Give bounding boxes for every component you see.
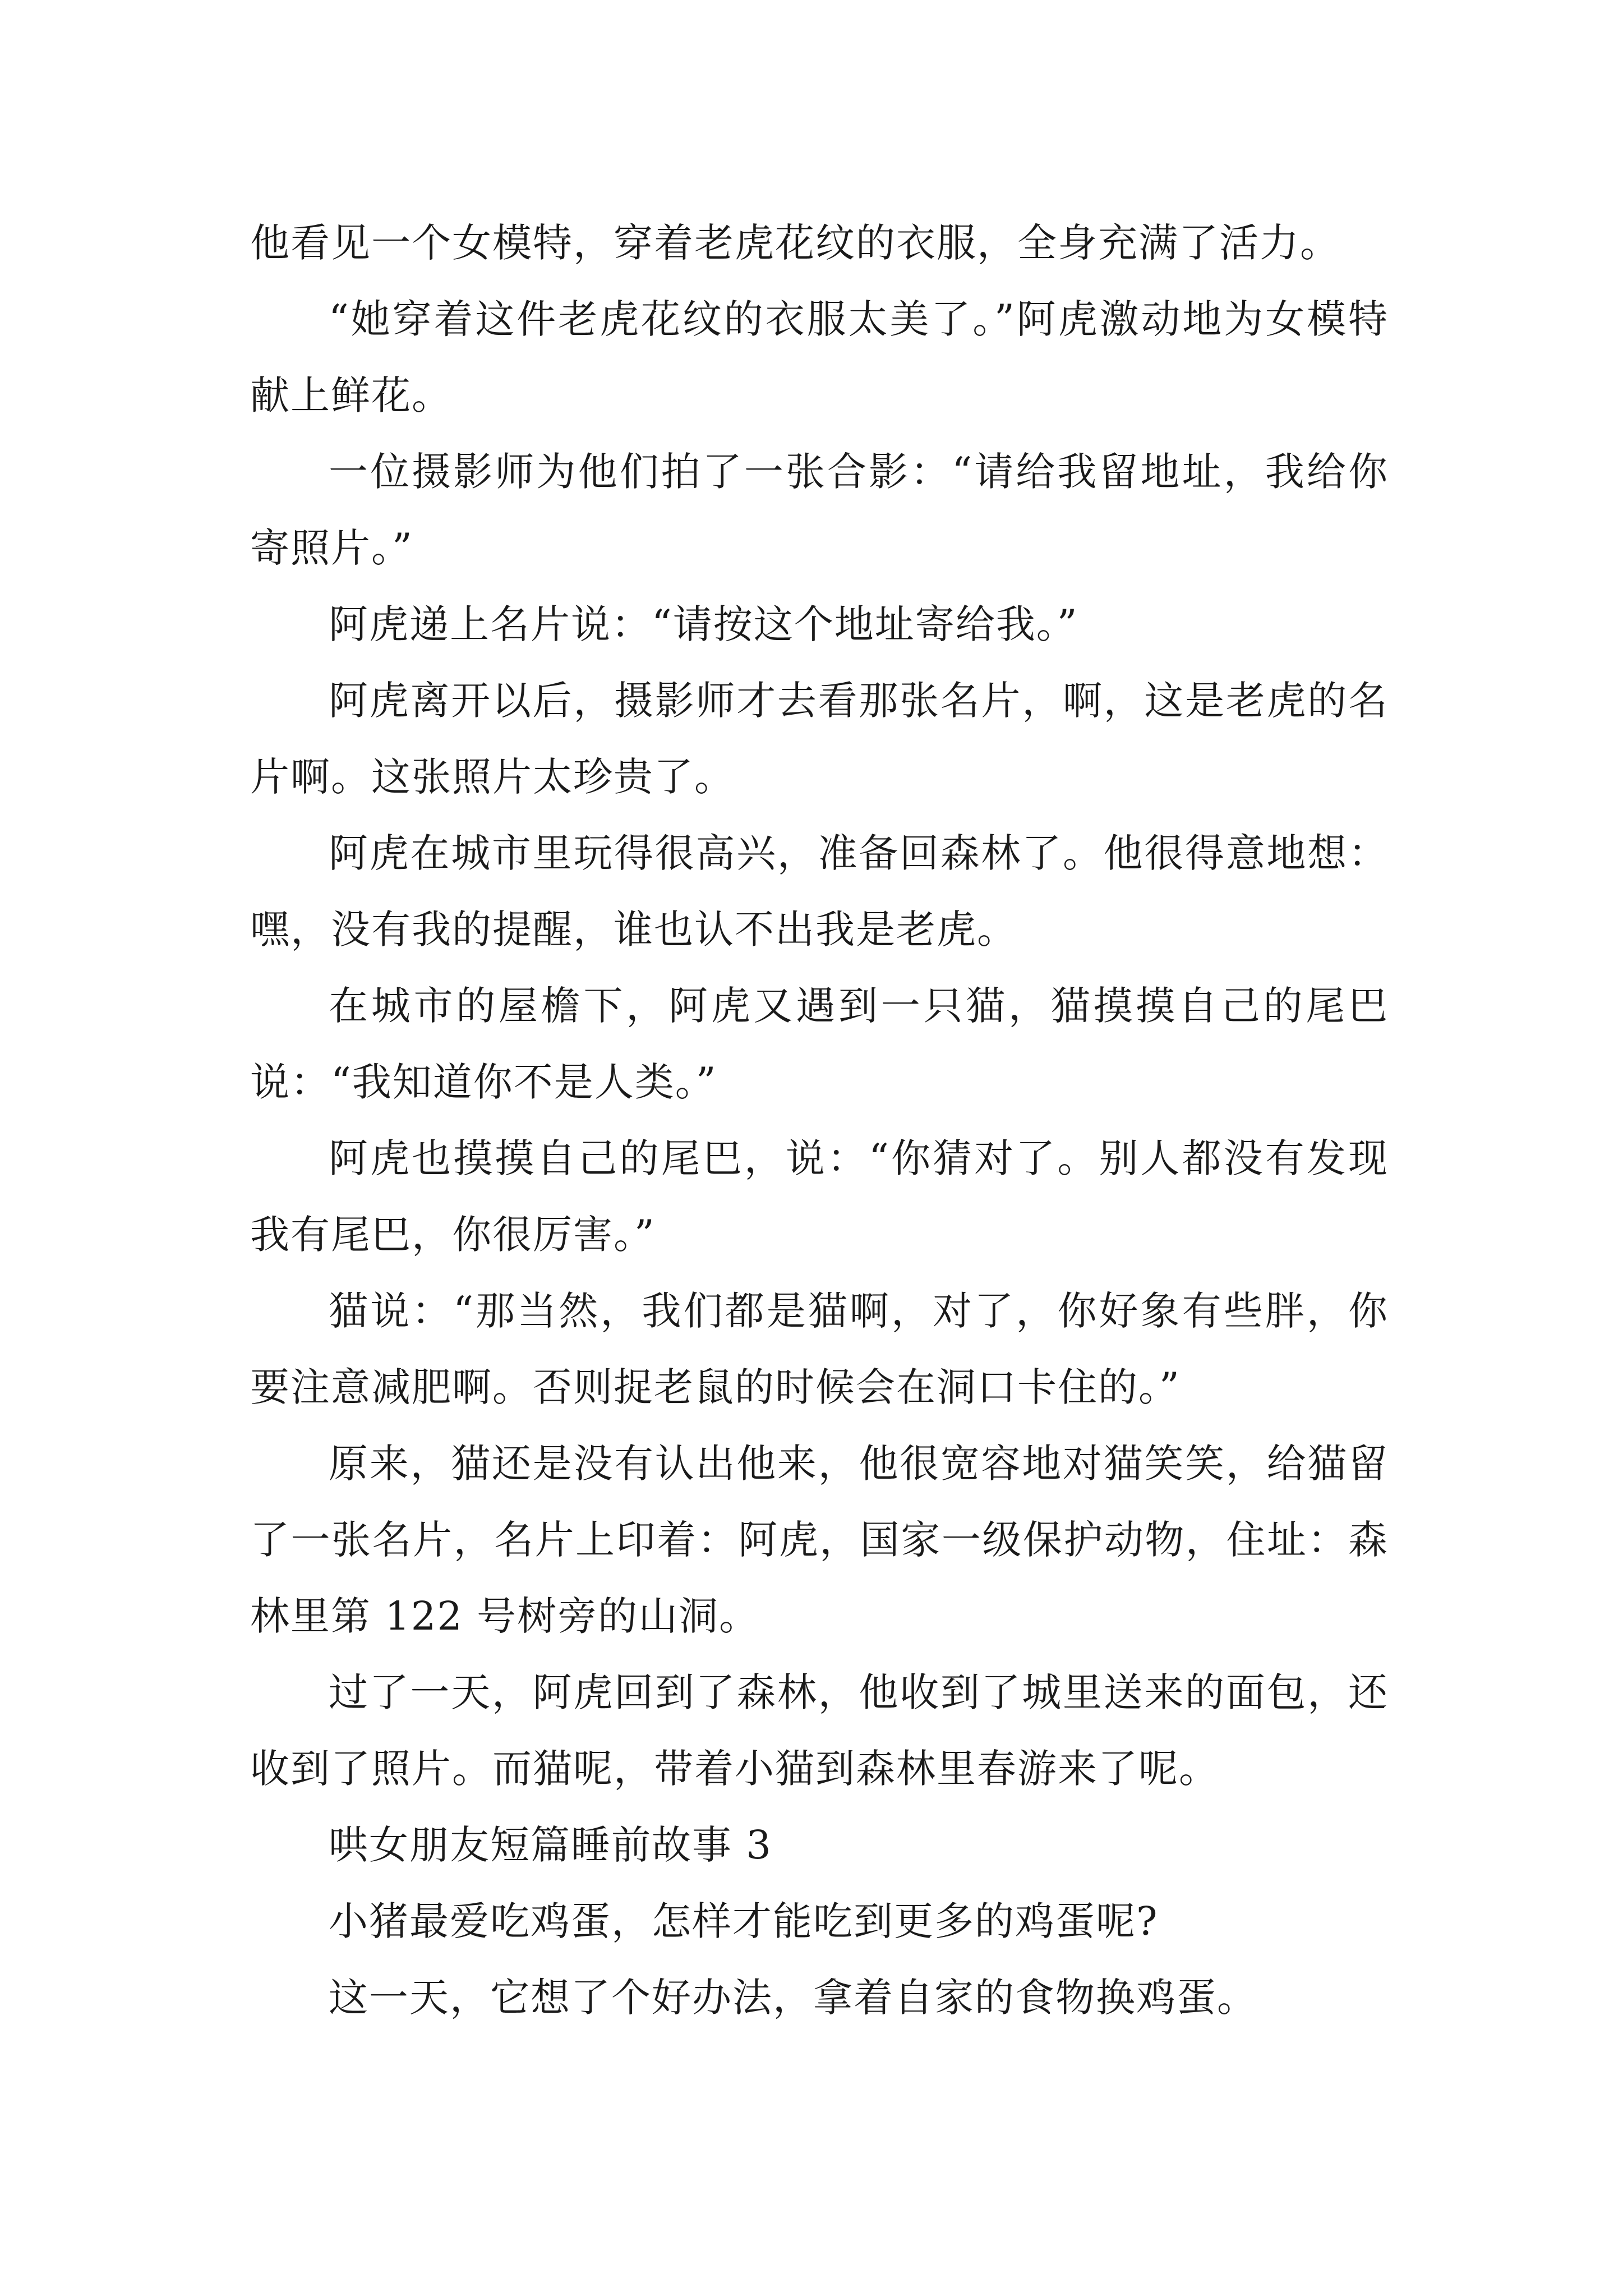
paragraph: 这一天，它想了个好办法，拿着自家的食物换鸡蛋。: [329, 1975, 1257, 2021]
paragraph: 阿虎在城市里玩得很高兴，准备回森林了。他很得意地想：嘿，没有我的提醒，谁也认不出我是老虎。: [250, 830, 1389, 953]
paragraph: 他看见一个女模特，穿着老虎花纹的衣服，全身充满了活力。: [250, 220, 1340, 266]
paragraph: 过了一天，阿虎回到了森林，他收到了城里送来的面包，还收到了照片。而猫呢，带着小猫到森林里春游来了呢。: [250, 1669, 1389, 1792]
paragraph: 阿虎也摸摸自己的尾巴，说：“你猜对了。别人都没有发现我有尾巴，你很厉害。”: [250, 1135, 1389, 1258]
paragraph: 阿虎递上名片说：“请按这个地址寄给我。”: [329, 601, 1078, 647]
paragraph: 猫说：“那当然，我们都是猫啊，对了，你好象有些胖，你要注意减肥啊。否则捉老鼠的时候会在洞口卡住的。”: [250, 1288, 1389, 1410]
paragraph: 一位摄影师为他们拍了一张合影：“请给我留地址，我给你寄照片。”: [250, 449, 1389, 571]
section-heading: 哄女朋友短篇睡前故事 3: [329, 1822, 772, 1868]
story-text: [250, 205, 1389, 2036]
paragraph: 小猪最爱吃鸡蛋，怎样才能吃到更多的鸡蛋呢?: [329, 1898, 1159, 1944]
paragraph: “她穿着这件老虎花纹的衣服太美了。”阿虎激动地为女模特献上鲜花。: [250, 296, 1389, 418]
paragraph: 阿虎离开以后，摄影师才去看那张名片，啊，这是老虎的名片啊。这张照片太珍贵了。: [250, 678, 1389, 800]
paragraph: 在城市的屋檐下，阿虎又遇到一只猫，猫摸摸自己的尾巴说：“我知道你不是人类。”: [250, 983, 1389, 1105]
paragraph: 原来，猫还是没有认出他来，他很宽容地对猫笑笑，给猫留了一张名片，名片上印着：阿虎，国家一级保护动物，住址：森林里第 122 号树旁的山洞。: [250, 1441, 1389, 1639]
